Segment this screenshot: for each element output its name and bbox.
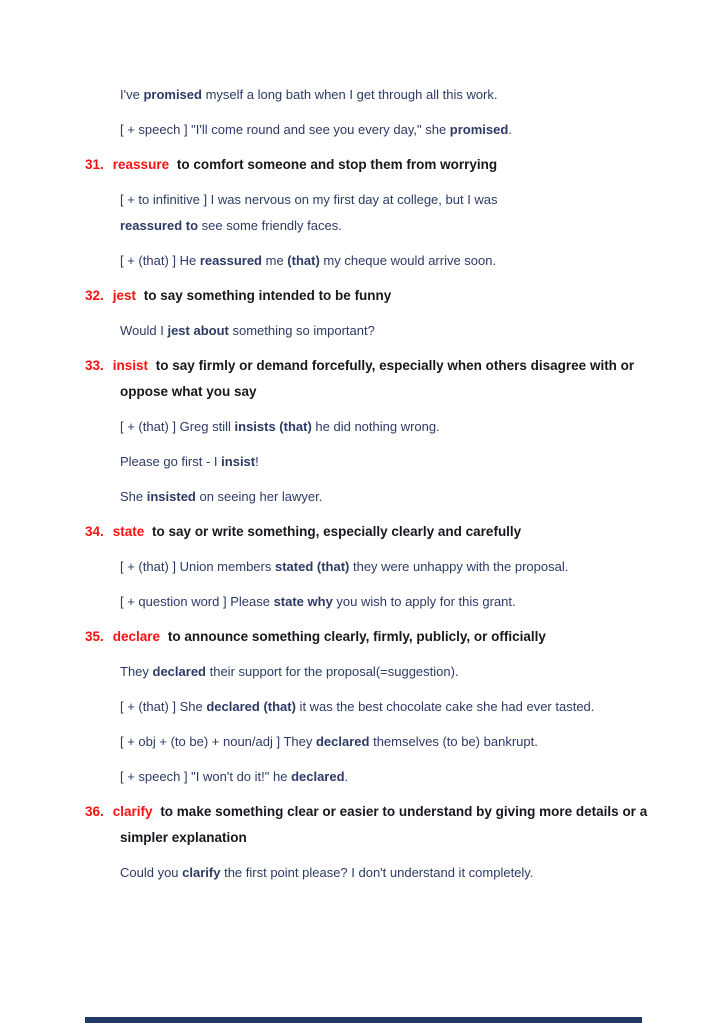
text-segment: my cheque would arrive soon. xyxy=(319,253,497,268)
text-segment: you wish to apply for this grant. xyxy=(332,594,516,609)
example-sentence xyxy=(120,117,660,143)
entry-number: 32. xyxy=(85,288,104,303)
bold-text-segment: jest about xyxy=(167,323,229,338)
bold-text-segment: promised xyxy=(449,122,509,137)
text-segment: on seeing her lawyer. xyxy=(195,489,323,504)
entry-number: 36. xyxy=(85,804,104,819)
text-segment: [ + (that) ] She xyxy=(120,699,207,714)
bold-text-segment: reassured xyxy=(199,253,262,268)
bold-text-segment: insisted xyxy=(146,489,196,504)
text-segment: . xyxy=(508,122,512,137)
text-segment: . xyxy=(344,769,349,784)
text-segment: [ + (that) ] Greg still xyxy=(120,419,235,434)
entry-definition: to announce something clearly, firmly, publicly, or officially xyxy=(164,629,546,644)
bold-text-segment: declared xyxy=(315,734,370,749)
text-segment: me xyxy=(262,253,288,268)
entry-definition: to say firmly or demand forcefully, especially when others disagree with or oppose what you say xyxy=(120,358,635,399)
text-segment: [ + speech ] "I won't do it!" he xyxy=(120,769,292,784)
bold-text-segment: stated (that) xyxy=(274,559,350,574)
text-segment: ! xyxy=(255,454,259,469)
example-sentence xyxy=(120,248,660,274)
text-segment: something so important? xyxy=(228,323,375,338)
entry-headword: state xyxy=(112,524,145,539)
entry-headword: clarify xyxy=(112,804,153,819)
entry-definition: to say something intended to be funny xyxy=(140,288,392,303)
entry-definition: to say or write something, especially clearly and carefully xyxy=(148,524,522,539)
text-segment: Could you xyxy=(120,865,183,880)
example-sentence xyxy=(120,318,660,344)
entry-heading xyxy=(85,152,660,178)
text-segment: Please go first - I xyxy=(120,454,222,469)
bold-text-segment: declared xyxy=(152,664,206,679)
entry-number: 34. xyxy=(85,524,104,539)
bold-text-segment: insist xyxy=(221,454,256,469)
entry-heading xyxy=(85,624,660,650)
text-segment: They xyxy=(120,664,153,679)
entry-number: 31. xyxy=(85,157,104,172)
text-segment: their support for the proposal(=suggestion). xyxy=(206,664,459,679)
example-sentence xyxy=(120,449,660,475)
text-segment: [ + obj + (to be) + noun/adj ] They xyxy=(120,734,316,749)
bold-text-segment: state why xyxy=(273,594,333,609)
example-sentence xyxy=(120,860,660,886)
bold-text-segment: declared (that) xyxy=(206,699,296,714)
text-segment: the first point please? I don't understand it completely. xyxy=(220,865,534,880)
text-segment: it was the best chocolate cake she had ever tasted. xyxy=(295,699,595,714)
bold-text-segment: clarify xyxy=(182,865,221,880)
example-sentence xyxy=(120,414,660,440)
entry-headword: reassure xyxy=(112,157,170,172)
bold-text-segment: (that) xyxy=(287,253,320,268)
entry-headword: declare xyxy=(112,629,161,644)
text-segment: he did nothing wrong. xyxy=(311,419,440,434)
bold-text-segment: promised xyxy=(143,87,202,102)
example-sentence xyxy=(120,82,660,108)
text-segment: [ + to infinitive ] I was nervous on my first day at college, but I was xyxy=(120,192,498,207)
entry-headword: insist xyxy=(112,358,149,373)
text-segment: [ + question word ] Please xyxy=(120,594,274,609)
bold-text-segment: reassured to xyxy=(120,218,199,233)
example-sentence xyxy=(120,659,660,685)
example-sentence xyxy=(120,554,660,580)
text-segment: Would I xyxy=(120,323,168,338)
text-segment: [ + speech ] "I'll come round and see you every day," she xyxy=(120,122,450,137)
entry-heading xyxy=(85,353,660,405)
entry-number: 35. xyxy=(85,629,104,644)
text-segment: [ + (that) ] Union members xyxy=(120,559,275,574)
bold-text-segment: declared xyxy=(291,769,345,784)
text-segment: themselves (to be) bankrupt. xyxy=(369,734,538,749)
text-segment: they were unhappy with the proposal. xyxy=(349,559,569,574)
example-sentence xyxy=(120,187,660,239)
text-segment: see some friendly faces. xyxy=(198,218,342,233)
example-sentence xyxy=(120,764,660,790)
example-sentence xyxy=(120,484,660,510)
entry-heading xyxy=(85,519,660,545)
entry-headword: jest xyxy=(112,288,137,303)
entry-heading xyxy=(85,799,660,851)
entry-definition: to make something clear or easier to understand by giving more details or a simpler explanation xyxy=(120,804,648,845)
entry-number: 33. xyxy=(85,358,104,373)
example-sentence xyxy=(120,729,660,755)
text-segment: [ + (that) ] He xyxy=(120,253,200,268)
table-border-bar xyxy=(85,1017,642,1023)
text-segment: myself a long bath when I get through all this work. xyxy=(201,87,498,102)
example-sentence xyxy=(120,694,660,720)
entry-definition: to comfort someone and stop them from worrying xyxy=(173,157,498,172)
text-segment: I've xyxy=(120,87,144,102)
entry-heading xyxy=(85,283,660,309)
bold-text-segment: insists (that) xyxy=(234,419,312,434)
text-segment: She xyxy=(120,489,147,504)
example-sentence xyxy=(120,589,660,615)
